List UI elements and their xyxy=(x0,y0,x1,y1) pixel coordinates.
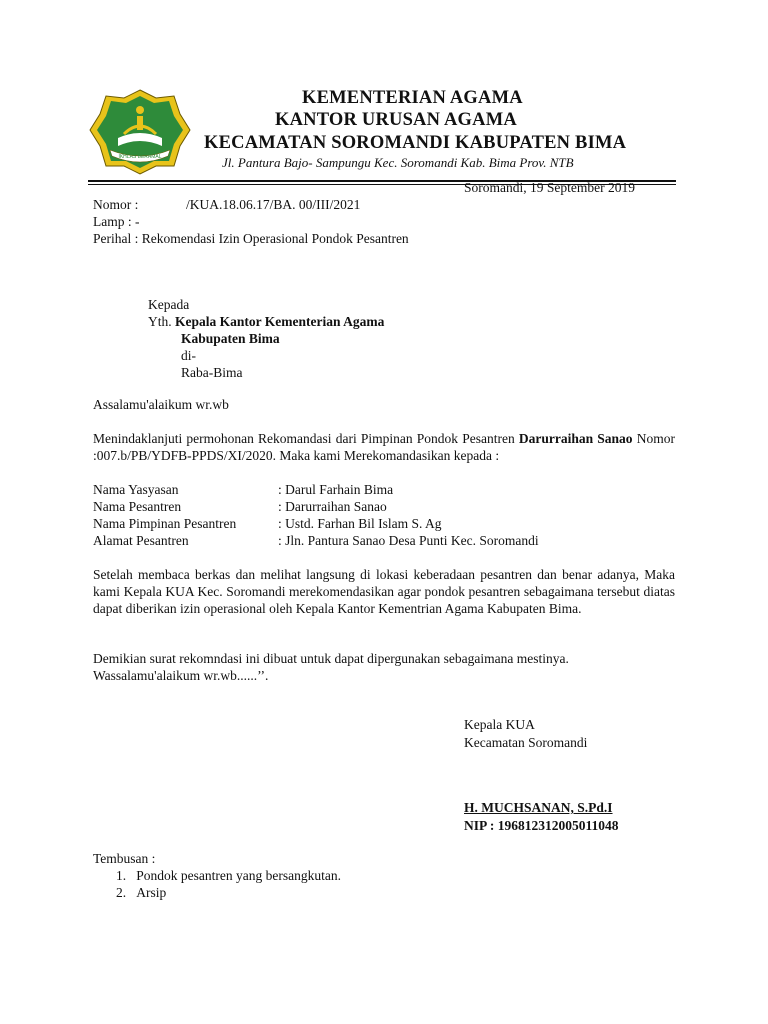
signer-office: Kecamatan Soromandi xyxy=(464,735,588,750)
kepada: Kepada xyxy=(148,297,190,312)
intro-text-end: Nomor :007.b/PB/YDFB-PPDS/XI/2020. Maka kami Merekomandasikan kepada : xyxy=(93,431,675,463)
detail-label: Alamat Pesantren xyxy=(93,533,189,548)
detail-label: Nama Yasyasan xyxy=(93,482,179,497)
recipient-place: Raba-Bima xyxy=(181,365,243,380)
closing-salam: Wassalamu'alaikum wr.wb......’’. xyxy=(93,668,269,683)
detail-value: : Darurraihan Sanao xyxy=(278,499,387,514)
tembusan-item: 2. Arsip xyxy=(116,885,167,900)
greeting: Assalamu'alaikum wr.wb xyxy=(93,397,229,412)
recipient-office: Kabupaten Bima xyxy=(181,331,280,346)
header-address: Jl. Pantura Bajo- Sampungu Kec. Soromandi Kab. Bima Prov. NTB xyxy=(222,155,574,170)
letter-date: Soromandi, 19 September 2019 xyxy=(464,180,635,195)
tembusan-item-text: Arsip xyxy=(136,885,167,900)
signer-nip: NIP : 196812312005011048 xyxy=(464,818,619,833)
logo-motto: IKHLAS BERAMAL xyxy=(118,154,162,160)
nomor-value: /KUA.18.06.17/BA. 00/III/2021 xyxy=(186,197,361,212)
perihal: Perihal : Rekomendasi Izin Operasional Pondok Pesantren xyxy=(93,231,409,246)
recipient-di: di- xyxy=(181,348,196,363)
detail-label: Nama Pimpinan Pesantren xyxy=(93,516,237,531)
lampiran: Lamp : - xyxy=(93,214,140,229)
intro-text-start: Menindaklanjuti permohonan Rekomandasi dari Pimpinan Pondok Pesantren xyxy=(93,431,519,446)
detail-row xyxy=(93,498,539,515)
detail-label: Nama Pesantren xyxy=(93,499,182,514)
recipient-name: Kepala Kantor Kementerian Agama xyxy=(175,314,385,329)
tembusan-item: 1. Pondok pesantren yang bersangkutan. xyxy=(116,868,341,883)
tembusan-item-text: Pondok pesantren yang bersangkutan. xyxy=(136,868,341,883)
intro-paragraph xyxy=(93,430,675,464)
recipient-name-line xyxy=(148,313,384,330)
tembusan-label: Tembusan : xyxy=(93,851,156,866)
detail-value: : Jln. Pantura Sanao Desa Punti Kec. Soromandi xyxy=(278,533,539,548)
header-ministry: KEMENTERIAN AGAMA xyxy=(302,88,523,108)
detail-value: : Darul Farhain Bima xyxy=(278,482,394,497)
yth: Yth. xyxy=(148,314,172,329)
closing-statement: Demikian surat rekomndasi ini dibuat untuk dapat dipergunakan sebagaimana mestinya. xyxy=(93,651,569,666)
pesantren-name: Darurraihan Sanao xyxy=(518,431,633,446)
signer-title: Kepala KUA xyxy=(464,717,535,732)
signer-name: H. MUCHSANAN, S.Pd.I xyxy=(464,800,613,815)
detail-row xyxy=(93,532,539,549)
ministry-logo xyxy=(88,88,192,176)
detail-row xyxy=(93,515,539,532)
header-office: KANTOR URUSAN AGAMA xyxy=(275,110,517,130)
detail-row xyxy=(93,481,539,498)
details-table xyxy=(93,481,539,549)
detail-value: : Ustd. Farhan Bil Islam S. Ag xyxy=(278,516,442,531)
nomor-label: Nomor : xyxy=(93,197,139,212)
header-district: KECAMATAN SOROMANDI KABUPATEN BIMA xyxy=(204,133,627,153)
body-paragraph: Setelah membaca berkas dan melihat langsung di lokasi keberadaan pesantren dan benar adanya, Maka kami Kepala KUA Kec. Soromandi merekomendasikan agar pondok pesantren sebagaimana tersebut diatas dapat diberikan izin operasional oleh Kepala Kantor Kementrian Agama Kabupaten Bima. xyxy=(93,567,675,616)
